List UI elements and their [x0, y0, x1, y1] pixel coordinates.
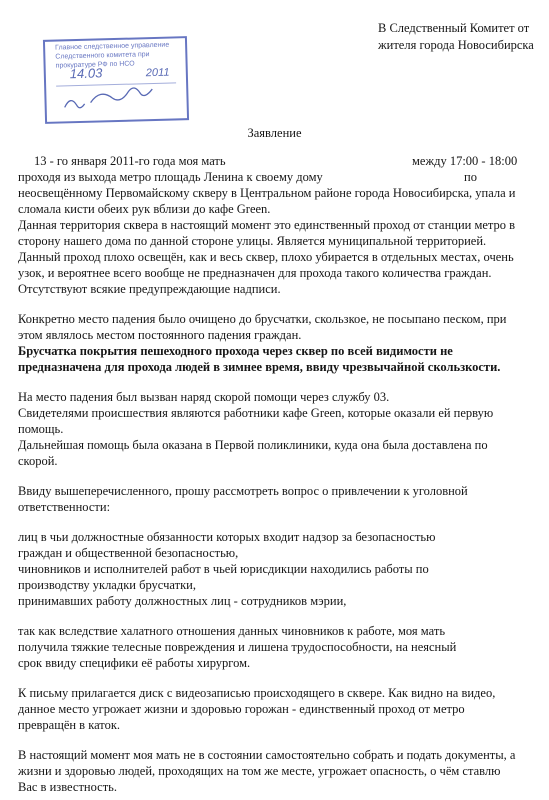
statement-line-text: Свидетелями происшествия являются работники кафе Green, которые оказали ей первую — [18, 406, 494, 420]
statement-line-right-text: между 17:00 - 18:00 — [412, 154, 518, 168]
registration-stamp — [43, 36, 189, 124]
statement-line-text: Данный проход плохо освещён, как и весь сквер, плохо убирается в отдельных местах, очень — [18, 250, 514, 264]
statement-line-text: К письму прилагается диск с видеозаписью происходящего в сквере. Как видно на видео, — [18, 686, 496, 700]
statement-line-text: данное место угрожает жизни и здоровью горожан - единственный проход от метро — [18, 702, 465, 716]
statement-line — [18, 233, 486, 249]
statement-line-text: скорой. — [18, 454, 58, 468]
statement-line-text: Брусчатка покрытия пешеходного прохода через сквер по всей видимости не — [18, 344, 453, 358]
statement-line — [34, 153, 226, 169]
statement-line — [18, 623, 445, 639]
statement-line-text: В настоящий момент моя мать не в состоянии самостоятельно собрать и подать документы, а — [18, 748, 516, 762]
statement-line-text: предназначена для прохода людей в зимнее время, ввиду чрезвычайной скользкости. — [18, 360, 501, 374]
stamp-year: 2011 — [145, 66, 170, 80]
statement-line — [18, 169, 323, 185]
statement-line-text: неосвещённому Первомайскому скверу в Центральном районе города Новосибирска, упала и — [18, 186, 516, 200]
statement-line — [18, 529, 435, 545]
statement-line — [18, 389, 389, 405]
statement-line-text: Вас в известность. — [18, 780, 117, 794]
statement-line — [18, 701, 465, 717]
statement-line-text: узок, и вероятнее всего вообще не предназначен для прохода такого количества граждан. — [18, 266, 492, 280]
statement-line-text: сломала кисти обеих рук вблизи до кафе Green. — [18, 202, 271, 216]
signature-mark — [45, 38, 187, 122]
statement-line — [18, 561, 429, 577]
statement-line-text: Ввиду вышеперечисленного, прошу рассмотреть вопрос о привлечении к уголовной — [18, 484, 468, 498]
statement-line — [18, 201, 270, 217]
statement-line — [18, 499, 110, 515]
document-title: Заявление — [247, 126, 302, 140]
statement-line — [18, 421, 63, 437]
statement-line — [18, 217, 515, 233]
statement-line — [18, 577, 196, 593]
statement-line — [18, 763, 500, 779]
statement-line-text: производству укладки брусчатки, — [18, 578, 196, 592]
statement-line-text: лиц в чьи должностные обязанности которых входит надзор за безопасностью — [18, 530, 436, 544]
statement-line — [18, 249, 514, 265]
statement-line-text: так как вследствие халатного отношения данных чиновников к работе, моя мать — [18, 624, 446, 638]
statement-line — [18, 343, 453, 359]
statement-line — [18, 545, 238, 561]
statement-line — [18, 779, 117, 795]
statement-line-text: превращён в каток. — [18, 718, 121, 732]
statement-line-text: проходя из выхода метро площадь Ленина к своему дому — [18, 170, 323, 184]
statement-line — [18, 311, 506, 327]
statement-line — [18, 437, 488, 453]
statement-line — [18, 281, 281, 297]
statement-line — [18, 655, 250, 671]
statement-line-text: ответственности: — [18, 500, 111, 514]
statement-line — [18, 265, 492, 281]
statement-line — [18, 593, 346, 609]
addressee-line-1: В Следственный Комитет от — [378, 21, 530, 35]
statement-line-text: помощь. — [18, 422, 64, 436]
statement-line — [18, 483, 468, 499]
statement-line — [18, 405, 493, 421]
statement-line-text: чиновников и исполнителей работ в чьей юрисдикции находились работы по — [18, 562, 429, 576]
statement-line-text: Конкретно место падения было очищено до брусчатки, скользкое, не посыпано песком, при — [18, 312, 507, 326]
statement-line — [18, 747, 515, 763]
statement-line — [18, 639, 456, 655]
statement-line-text: получила тяжкие телесные повреждения и лишена трудоспособности, на неясный — [18, 640, 457, 654]
addressee-line-2: жителя города Новосибирска — [378, 38, 534, 52]
statement-line — [18, 185, 515, 201]
statement-line-text: жизни и здоровью людей, проходящих на том же месте, угрожает опасность, о чём ставлю — [18, 764, 501, 778]
statement-line-right-text: по — [464, 170, 477, 184]
statement-line-text: Дальнейшая помощь была оказана в Первой поликлиники, куда она была доставлена по — [18, 438, 488, 452]
stamp-organization: Главное следственное управление Следственного комитета при прокуратуре РФ по НСО — [55, 41, 170, 70]
statement-line — [18, 359, 500, 375]
statement-line-text: Данная территория сквера в настоящий момент это единственный проход от станции метро в — [18, 218, 516, 232]
statement-line — [18, 717, 120, 733]
statement-line-text: На место падения был вызван наряд скорой помощи через службу 03. — [18, 390, 390, 404]
statement-line — [18, 327, 301, 343]
statement-line-text: граждан и общественной безопасностью, — [18, 546, 239, 560]
statement-line — [18, 453, 58, 469]
statement-line-text: этом являлось местом постоянного падения граждан. — [18, 328, 302, 342]
statement-line-text: срок ввиду специфики её работы хирургом. — [18, 656, 251, 670]
statement-line-text: Отсутствуют всякие предупреждающие надписи. — [18, 282, 281, 296]
statement-line-text: сторону нашего дома по данной стороне улицы. Является муниципальной территорией. — [18, 234, 487, 248]
addressee-block — [378, 20, 546, 54]
statement-line — [18, 685, 495, 701]
statement-line-text: принимавших работу должностных лиц - сотрудников мэрии, — [18, 594, 347, 608]
statement-line-text: 13 - го января 2011-го года моя мать — [34, 154, 226, 168]
stamp-date: 14.03 — [69, 65, 103, 82]
